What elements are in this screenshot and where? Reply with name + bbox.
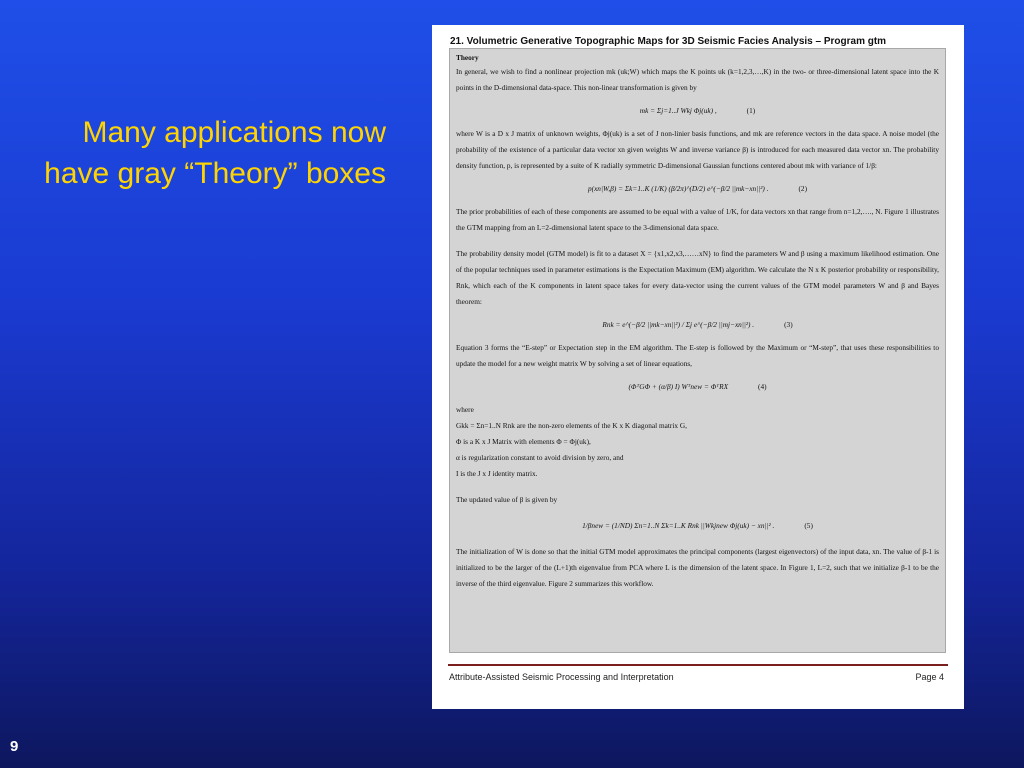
paragraph-where: where — [456, 405, 474, 414]
footer-page-number: Page 4 — [915, 672, 944, 682]
equation-4-number: (4) — [758, 382, 767, 391]
document-heading: 21. Volumetric Generative Topographic Maps for 3D Seismic Facies Analysis – Program gtm — [450, 36, 887, 47]
slide-number: 9 — [10, 738, 19, 755]
paragraph-priors: The prior probabilities of each of these components are assumed to be equal with a value of 1/K, for data vectors xn that range from n=1,2,…., N. Figure 1 illustrates the GTM mapping from an L=2-dimensional latent space to the 3-dimensional data space. — [456, 207, 939, 232]
equation-4-text: (ΦᵀGΦ + (α/β) I) Wᵀnew = ΦᵀRX — [628, 382, 729, 391]
paragraph-em: The probability density model (GTM model) is fit to a dataset X = {x1,x2,x3,……xN} to find the parameters W and β using a maximum likelihood estimation. One of the popular techniques used in parameter estimations is the Expectation Maximum (EM) algorithm. We calculate the N x K posterior probability or responsibility, Rnk, which each of the K components in latent space takes for every data-vector using the current values of the GTM model parameters W and β and Bayes theorem: — [456, 249, 939, 306]
paragraph-weights: where W is a D x J matrix of unknown weights, Φj(uk) is a set of J non-linier basis functions, and mk are reference vectors in the data space. A noise model (the probability of the existence of a particular data vector xn given weights W and inverse variance β) is introduced for each measured data vector xn. The probability density function, p, is represented by a suite of K radially symmetric D-dimensional Gaussian functions centered about mk with variance of 1/β: — [456, 129, 939, 170]
equation-1 — [456, 96, 939, 126]
paragraph-intro: In general, we wish to find a nonlinear projection mk (uk;W) which maps the K points uk (k=1,2,3,…,K) in the two- or three-dimensional latent space into the K points in the D-dimensional data-space. This non-linear transformation is given by — [456, 67, 939, 92]
equation-2-number: (2) — [798, 184, 808, 193]
equation-1-number: (1) — [746, 106, 756, 115]
equation-3-text: Rnk = e^(−β/2 ||mk−xn||²) / Σj e^(−β/2 ||mj−xn||²) . — [602, 320, 755, 329]
equation-1-text: mk = Σj=1..J Wkj Φj(uk) , — [639, 106, 717, 115]
equation-5-number: (5) — [804, 521, 813, 530]
paragraph-phi-matrix: Φ is a K x J Matrix with elements Φ = Φj(uk), — [456, 437, 591, 446]
paragraph-initialization: The initialization of W is done so that the initial GTM model approximates the principal components (largest eigenvectors) of the input data, xn. The value of β-1 is initialized to be the larger of the (L+1)th eigenvalue from PCA where L is the dimension of the latent space. In Figure 1, L=2, such that we initialize β-1 to be the inverse of the third eigenvalue. Figure 2 summarizes this workflow. — [456, 547, 939, 588]
footer-title: Attribute-Assisted Seismic Processing and Interpretation — [449, 672, 674, 682]
footer-divider — [448, 664, 948, 666]
paragraph-g-matrix: Gkk = Σn=1..N Rnk are the non-zero elements of the K x K diagonal matrix G, — [456, 421, 687, 430]
theory-box — [449, 48, 946, 653]
slide-title: Many applications now have gray “Theory” boxes — [44, 116, 386, 190]
paragraph-alpha: α is regularization constant to avoid division by zero, and — [456, 453, 624, 462]
equation-3 — [456, 310, 939, 340]
equation-4 — [456, 372, 939, 402]
equation-5 — [456, 508, 939, 544]
equation-2 — [456, 174, 939, 204]
equation-5-text: 1/βnew = (1/ND) Σn=1..N Σk=1..K Rnk ||Wkjnew Φj(uk) − xn||² . — [582, 521, 775, 530]
paragraph-identity: I is the J x J identity matrix. — [456, 469, 538, 478]
equation-2-text: p(xn|W,β) = Σk=1..K (1/K) (β/2π)^(D/2) e^(−β/2 ||mk−xn||²) . — [587, 184, 769, 193]
document-page — [432, 25, 964, 709]
equation-3-number: (3) — [784, 320, 793, 329]
paragraph-estep: Equation 3 forms the “E-step” or Expectation step in the EM algorithm. The E-step is followed by the Maximum or “M-step”, that uses these responsibilities to update the model for a new weight matrix W by solving a set of linear equations, — [456, 343, 939, 368]
paragraph-beta-update: The updated value of β is given by — [456, 495, 558, 504]
theory-label: Theory — [456, 53, 479, 62]
